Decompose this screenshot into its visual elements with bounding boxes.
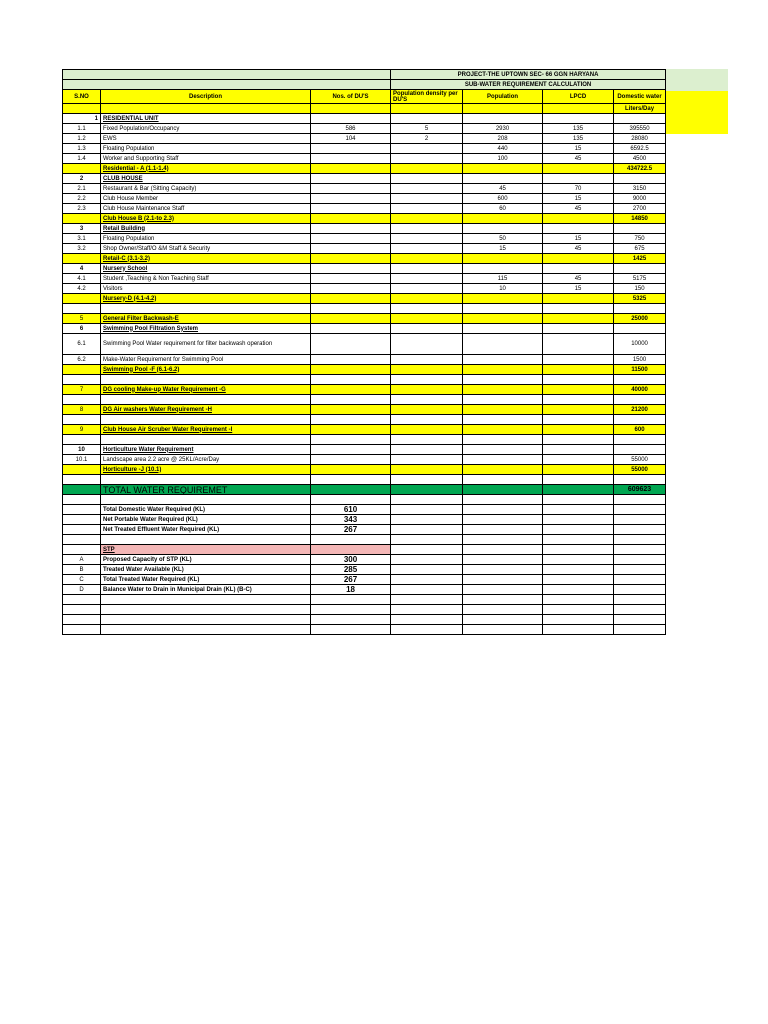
cell-population: 2930 — [463, 124, 543, 134]
header-domestic: Domestic water — [614, 90, 666, 104]
cell-population: 45 — [463, 184, 543, 194]
cell-sno: 7 — [63, 385, 101, 395]
cell-domestic: 750 — [614, 234, 666, 244]
table-row — [63, 264, 666, 274]
cell-description: Swimming Pool -F (6.1-6.2) — [101, 365, 311, 375]
table-row — [63, 395, 666, 405]
cell-sno: 10 — [63, 445, 101, 455]
cell-domestic: 434722.5 — [614, 164, 666, 174]
cell-domestic: 6592.5 — [614, 144, 666, 154]
header-unit: Liters/Day — [614, 104, 666, 114]
cell-sno: A — [63, 555, 101, 565]
cell-domestic: 4500 — [614, 154, 666, 164]
cell-lpcd: 15 — [543, 234, 614, 244]
cell-sno: 10.1 — [63, 455, 101, 465]
header-lpcd: LPCD — [543, 90, 614, 104]
summary-row — [63, 575, 666, 585]
cell-domestic: 2700 — [614, 204, 666, 214]
cell-population: 208 — [463, 134, 543, 144]
table-row — [63, 495, 666, 505]
summary-value: 267 — [311, 525, 391, 535]
table-row — [63, 284, 666, 294]
table-row — [63, 304, 666, 314]
cell-sno: 1 — [63, 114, 101, 124]
total-row — [63, 485, 666, 495]
table-row — [63, 355, 666, 365]
header-population: Population — [463, 90, 543, 104]
cell-description: Club House Member — [101, 194, 311, 204]
summary-value: 18 — [311, 585, 391, 595]
cell-description: Residential - A (1.1-1.4) — [101, 164, 311, 174]
sheet-title: PROJECT-THE UPTOWN SEC- 66 GGN HARYANA — [391, 70, 666, 80]
subtitle-spacer — [63, 80, 391, 90]
summary-row — [63, 555, 666, 565]
cell-description: DG Air washers Water Requirement -H — [101, 405, 311, 415]
table-row — [63, 365, 666, 375]
table-row — [63, 244, 666, 254]
cell-domestic: 3150 — [614, 184, 666, 194]
cell-domestic: 9000 — [614, 194, 666, 204]
cell-description: Landscape area 2.2 acre @ 25KL/Acre/Day — [101, 455, 311, 465]
summary-row — [63, 585, 666, 595]
cell-domestic: 25000 — [614, 314, 666, 324]
table-row — [63, 234, 666, 244]
cell-description: Floating Population — [101, 144, 311, 154]
table-row — [63, 415, 666, 425]
cell-population: 15 — [463, 244, 543, 254]
table-row — [63, 334, 666, 355]
cell-sno: 6.1 — [63, 334, 101, 355]
cell-lpcd: 45 — [543, 154, 614, 164]
sheet-subtitle: SUB-WATER REQUIREMENT CALCULATION — [391, 80, 666, 90]
cell-description: Club House B (2.1-to 2.3) — [101, 214, 311, 224]
cell-dus: 586 — [311, 124, 391, 134]
cell-sno: 3.2 — [63, 244, 101, 254]
summary-row — [63, 565, 666, 575]
header-dus: Nos. of DU'S — [311, 90, 391, 104]
title-band-extension — [665, 69, 728, 91]
header-band-extension — [665, 91, 728, 134]
header-sno: S.NO — [63, 90, 101, 104]
cell-lpcd: 45 — [543, 204, 614, 214]
summary-label: Proposed Capacity of STP (KL) — [101, 555, 311, 565]
cell-population: 100 — [463, 154, 543, 164]
table-row — [63, 615, 666, 625]
summary-row — [63, 525, 666, 535]
cell-description: Retail-C (3.1-3.2) — [101, 254, 311, 264]
summary-label: Net Treated Effluent Water Required (KL) — [101, 525, 311, 535]
summary-label: Total Domestic Water Required (KL) — [101, 505, 311, 515]
cell-population: 60 — [463, 204, 543, 214]
cell-population: 115 — [463, 274, 543, 284]
table-row — [63, 164, 666, 174]
summary-row — [63, 515, 666, 525]
cell-description: Floating Population — [101, 234, 311, 244]
cell-domestic: 40000 — [614, 385, 666, 395]
cell-dus: 104 — [311, 134, 391, 144]
cell-sno: 6.2 — [63, 355, 101, 365]
table-row — [63, 294, 666, 304]
table-row — [63, 184, 666, 194]
table-row — [63, 535, 666, 545]
cell-sno: 4.1 — [63, 274, 101, 284]
cell-domestic: 1500 — [614, 355, 666, 365]
table-row — [63, 375, 666, 385]
summary-label: Net Portable Water Required (KL) — [101, 515, 311, 525]
summary-label: Balance Water to Drain in Municipal Drain (KL) (B-C) — [101, 585, 311, 595]
table-row — [63, 314, 666, 324]
total-label: TOTAL WATER REQUIREMET — [101, 485, 311, 495]
cell-description: Make-Water Requirement for Swimming Pool — [101, 355, 311, 365]
cell-description: Swimming Pool Filtration System — [101, 324, 311, 334]
title-spacer — [63, 70, 391, 80]
cell-lpcd: 15 — [543, 284, 614, 294]
cell-domestic: 10000 — [614, 334, 666, 355]
cell-description: CLUB HOUSE — [101, 174, 311, 184]
table-row — [63, 144, 666, 154]
table-row — [63, 254, 666, 264]
cell-lpcd: 15 — [543, 144, 614, 154]
cell-description: Worker and Supporting Staff — [101, 154, 311, 164]
table-row — [63, 445, 666, 455]
table-row — [63, 224, 666, 234]
cell-domestic: 21200 — [614, 405, 666, 415]
cell-description: Fixed Population/Occupancy — [101, 124, 311, 134]
cell-description: Club House Maintenance Staff — [101, 204, 311, 214]
cell-sno: 2.3 — [63, 204, 101, 214]
cell-sno: 4.2 — [63, 284, 101, 294]
table-row — [63, 435, 666, 445]
cell-description: DG cooling Make-up Water Requirement -G — [101, 385, 311, 395]
table-row — [63, 204, 666, 214]
summary-value: 610 — [311, 505, 391, 515]
cell-lpcd: 70 — [543, 184, 614, 194]
total-value: 609623 — [614, 485, 666, 495]
cell-description: Swimming Pool Water requirement for filter backwash operation — [101, 334, 311, 355]
table-row — [63, 134, 666, 144]
cell-density: 5 — [391, 124, 463, 134]
table-row — [63, 114, 666, 124]
cell-lpcd: 135 — [543, 134, 614, 144]
cell-sno: 2 — [63, 174, 101, 184]
cell-sno: 1.2 — [63, 134, 101, 144]
summary-label: Treated Water Available (KL) — [101, 565, 311, 575]
water-requirement-sheet — [62, 69, 666, 635]
cell-sno: 3.1 — [63, 234, 101, 244]
cell-domestic: 395550 — [614, 124, 666, 134]
cell-sno: D — [63, 585, 101, 595]
cell-sno: C — [63, 575, 101, 585]
table-row — [63, 385, 666, 395]
cell-domestic: 5175 — [614, 274, 666, 284]
cell-sno: 3 — [63, 224, 101, 234]
cell-sno: 2.1 — [63, 184, 101, 194]
cell-description: RESIDENTIAL UNIT — [101, 114, 311, 124]
table-row — [63, 405, 666, 415]
cell-description: Retail Building — [101, 224, 311, 234]
cell-description: General Filter Backwash-E — [101, 314, 311, 324]
table-row — [63, 194, 666, 204]
stp-header-row — [63, 545, 666, 555]
table-row — [63, 154, 666, 164]
table-row — [63, 605, 666, 615]
cell-sno: 1.4 — [63, 154, 101, 164]
cell-description: Student ,Teaching & Non Teaching Staff — [101, 274, 311, 284]
cell-domestic: 150 — [614, 284, 666, 294]
table-row — [63, 214, 666, 224]
cell-lpcd: 15 — [543, 194, 614, 204]
cell-population: 440 — [463, 144, 543, 154]
cell-description: Shop Owner/Staff/O &M Staff & Security — [101, 244, 311, 254]
cell-domestic: 600 — [614, 425, 666, 435]
cell-lpcd: 135 — [543, 124, 614, 134]
cell-description: Horticulture -J (10.1) — [101, 465, 311, 475]
table-row — [63, 595, 666, 605]
cell-domestic: 5325 — [614, 294, 666, 304]
summary-row — [63, 505, 666, 515]
cell-lpcd: 45 — [543, 274, 614, 284]
cell-sno: 9 — [63, 425, 101, 435]
header-density: Population density per DU'S — [391, 90, 463, 104]
cell-density: 2 — [391, 134, 463, 144]
table-row — [63, 455, 666, 465]
table-row — [63, 174, 666, 184]
cell-sno: 2.2 — [63, 194, 101, 204]
cell-description: Horticulture Water Requirement — [101, 445, 311, 455]
cell-population: 10 — [463, 284, 543, 294]
summary-label: Total Treated Water Required (KL) — [101, 575, 311, 585]
cell-sno: 1.3 — [63, 144, 101, 154]
summary-value: 285 — [311, 565, 391, 575]
cell-domestic: 14850 — [614, 214, 666, 224]
cell-sno: 6 — [63, 324, 101, 334]
header-description: Description — [101, 90, 311, 104]
cell-description: Club House Air Scruber Water Requirement -I — [101, 425, 311, 435]
table-row — [63, 475, 666, 485]
table-row — [63, 425, 666, 435]
cell-domestic: 55000 — [614, 465, 666, 475]
cell-description: Restaurant & Bar (Sitting Capacity) — [101, 184, 311, 194]
stp-label: STP — [101, 545, 311, 555]
cell-population: 50 — [463, 234, 543, 244]
cell-sno: 5 — [63, 314, 101, 324]
cell-domestic: 28080 — [614, 134, 666, 144]
cell-population: 600 — [463, 194, 543, 204]
summary-value: 300 — [311, 555, 391, 565]
cell-lpcd: 45 — [543, 244, 614, 254]
cell-domestic: 55000 — [614, 455, 666, 465]
cell-sno: 4 — [63, 264, 101, 274]
table-row — [63, 124, 666, 134]
cell-domestic: 11500 — [614, 365, 666, 375]
cell-description: EWS — [101, 134, 311, 144]
cell-sno: B — [63, 565, 101, 575]
cell-domestic: 1425 — [614, 254, 666, 264]
cell-sno: 1.1 — [63, 124, 101, 134]
cell-domestic: 675 — [614, 244, 666, 254]
table-row — [63, 465, 666, 475]
table-row — [63, 625, 666, 635]
cell-sno: 8 — [63, 405, 101, 415]
cell-description: Nursery-D (4.1-4.2) — [101, 294, 311, 304]
summary-value: 267 — [311, 575, 391, 585]
summary-value: 343 — [311, 515, 391, 525]
table-row — [63, 324, 666, 334]
cell-description: Nursery School — [101, 264, 311, 274]
cell-description: Visitors — [101, 284, 311, 294]
table-row — [63, 274, 666, 284]
